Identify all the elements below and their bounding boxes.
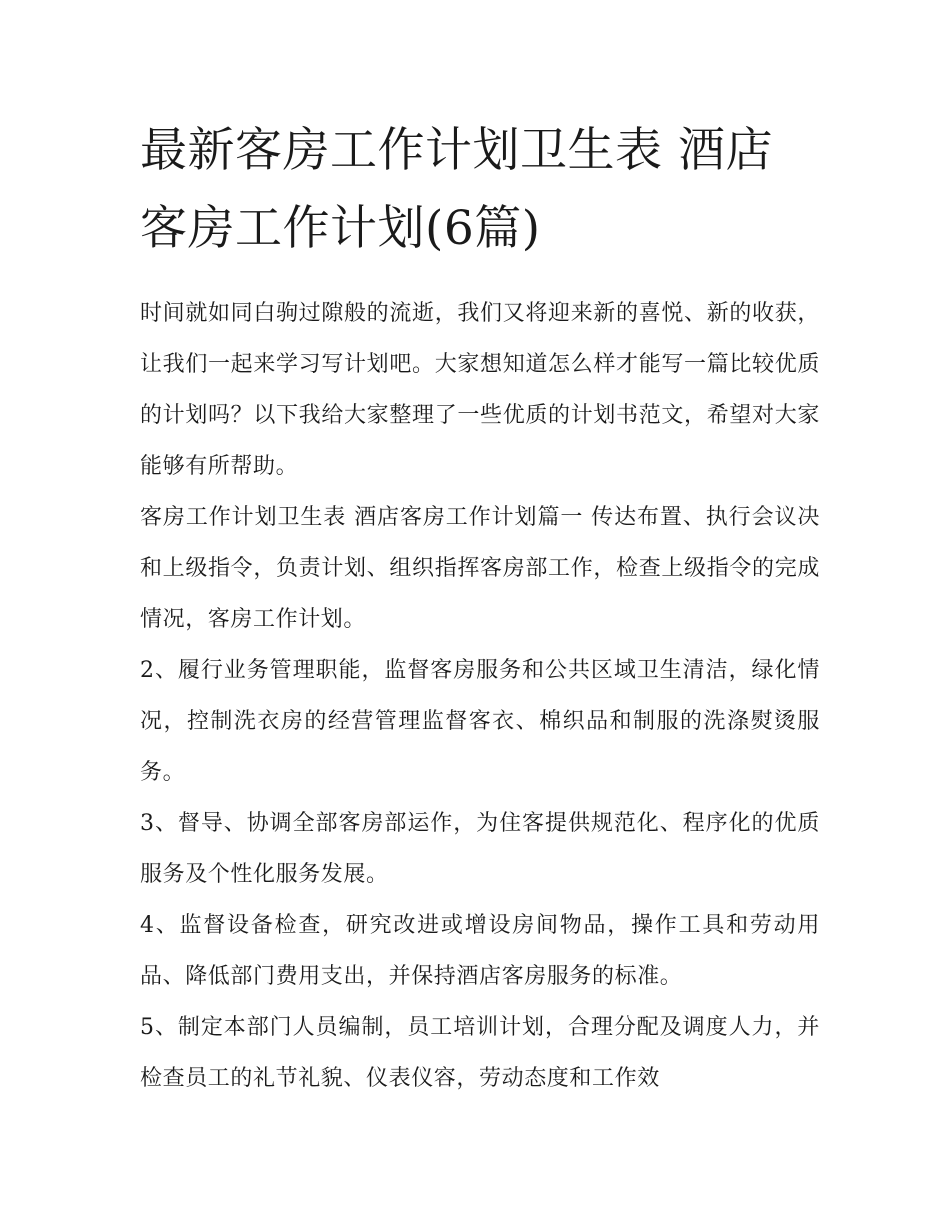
paragraph-intro: 时间就如同白驹过隙般的流逝，我们又将迎来新的喜悦、新的收获，让我们一起来学习写计划吧。大家想知道怎么样才能写一篇比较优质的计划吗？以下我给大家整理了一些优质的计划书范文，希望对大家能够有所帮助。	[140, 301, 820, 479]
paragraph-item-2: 2、履行业务管理职能，监督客房服务和公共区域卫生清洁，绿化情况，控制洗衣房的经营管理监督客衣、棉织品和制服的洗涤熨烫服务。	[140, 658, 820, 785]
document-title: 最新客房工作计划卫生表 酒店客房工作计划(6篇)	[140, 123, 773, 256]
paragraph-item-3: 3、督导、协调全部客房部运作，为住客提供规范化、程序化的优质服务及个性化服务发展。	[140, 811, 820, 887]
paragraph-section-1: 客房工作计划卫生表 酒店客房工作计划篇一 传达布置、执行会议决和上级指令，负责计划、组织指挥客房部工作，检查上级指令的完成情况，客房工作计划。	[140, 505, 820, 632]
paragraph-item-5: 5、制定本部门人员编制，员工培训计划，合理分配及调度人力，并检查员工的礼节礼貌、仪表仪容，劳动态度和工作效	[140, 1015, 820, 1091]
document-page	[140, 112, 820, 1104]
paragraph-item-4: 4、监督设备检查，研究改进或增设房间物品，操作工具和劳动用品、降低部门费用支出，并保持酒店客房服务的标准。	[140, 913, 820, 989]
